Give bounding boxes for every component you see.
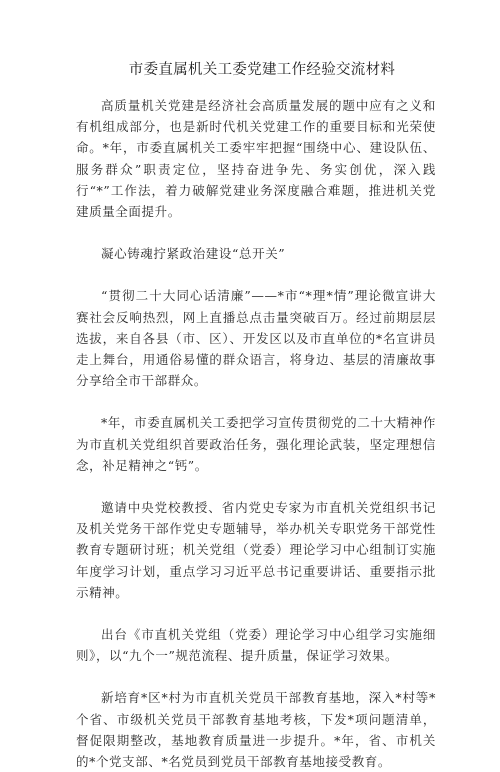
document-title: 市委直属机关工委党建工作经验交流材料 bbox=[128, 62, 396, 78]
body-paragraph: “贯彻二十大同心话清廉”——*市“*理*情”理论微宣讲大赛社会反响热烈，网上直播总点击量突破百万。经过前期层层选拔，来自各县（市、区）、开发区以及市直单位的*名宣讲员走上舞台，用通俗易懂的群众语言，将身边、基层的清廉故事分享给全市干部群众。 bbox=[76, 288, 436, 389]
body-paragraph: 邀请中央党校教授、省内党史专家为市直机关党组织书记及机关党务干部作党史专题辅导，举办机关专职党务干部党性教育专题研讨班；机关党组（党委）理论学习中心组制订实施年度学习计划，重点学习习近平总书记重要讲话、重要指示批示精神。 bbox=[76, 500, 436, 600]
section-heading: 凝心铸魂拧紧政治建设“总开关” bbox=[101, 246, 286, 262]
body-paragraph: *年，市委直属机关工委把学习宣传贯彻党的二十大精神作为市直机关党组织首要政治任务，强化理论武装，坚定理想信念，补足精神之“钙”。 bbox=[76, 415, 436, 473]
body-paragraph: 新培育*区*村为市直机关党员干部教育基地，深入*村等*个省、市级机关党员干部教育基地考核，下发*项问题清单，督促限期整改，基地教育质量进一步提升。*年，省、市机关的*个党支部、*名党员到党员干部教育基地接受教育。 bbox=[76, 690, 436, 770]
body-paragraph: 出台《市直机关党组（党委）理论学习中心组学习实施细则》，以“九个一”规范流程、提升质量，保证学习效果。 bbox=[76, 627, 436, 664]
intro-paragraph: 高质量机关党建是经济社会高质量发展的题中应有之义和有机组成部分，也是新时代机关党建工作的重要目标和光荣使命。*年，市委直属机关工委牢牢把握“围绕中心、建设队伍、服务群众”职责定位，坚持奋进争先、务实创优，深入践行“*”工作法，着力破解党建业务深度融合难题，推进机关党建质量全面提升。 bbox=[76, 98, 436, 220]
